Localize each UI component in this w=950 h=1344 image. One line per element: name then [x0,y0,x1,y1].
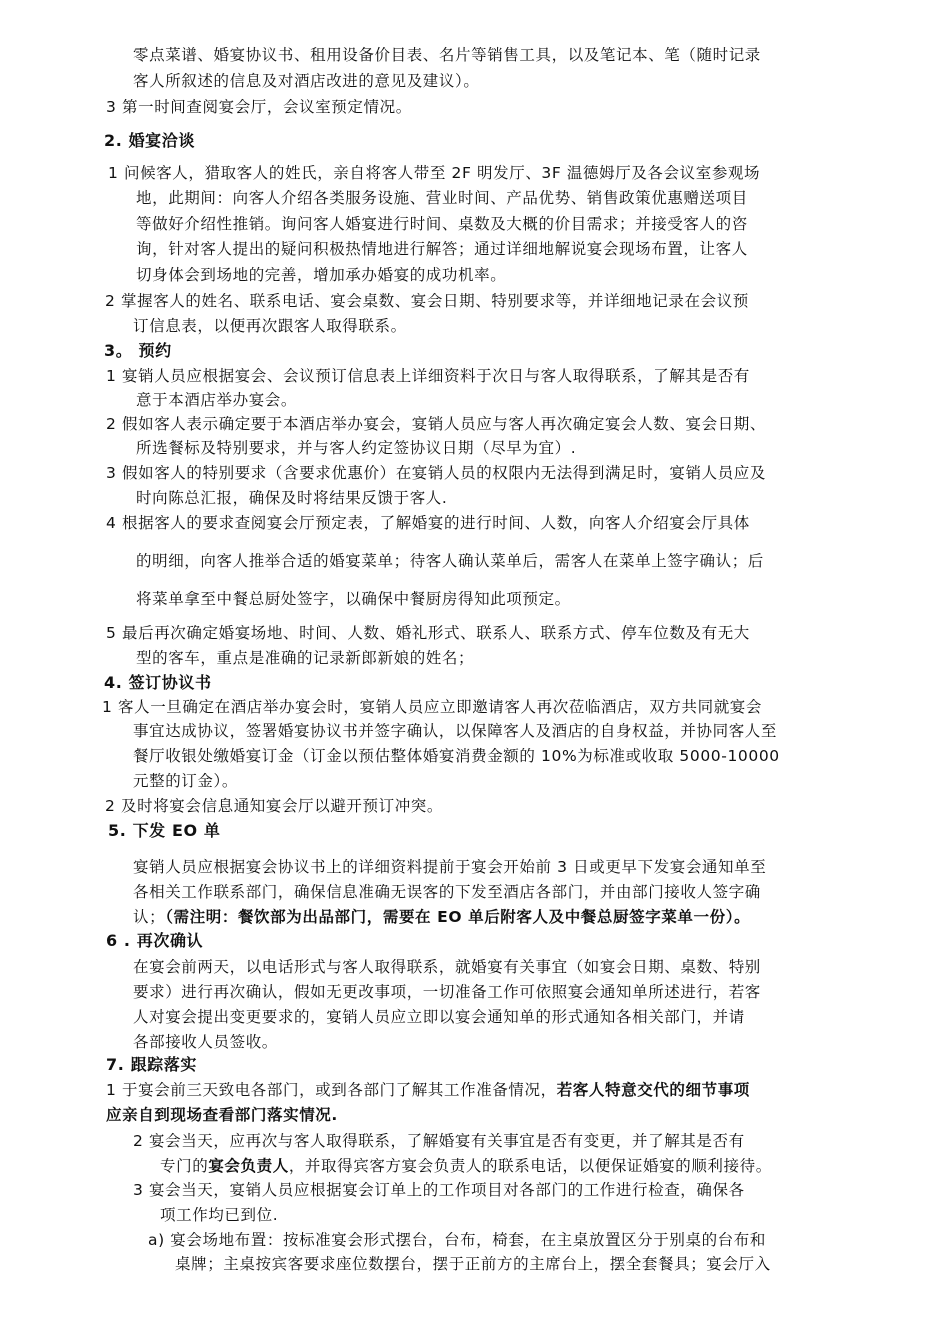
section-heading: 6 . 再次确认 [106,931,204,950]
text-line: 3 第一时间查阅宴会厅，会议室预定情况。 [106,98,412,116]
section-heading: 4. 签订协议书 [104,673,212,692]
text-line: 等做好介绍性推销。询问客人婚宴进行时间、桌数及大概的价目需求；并接受客人的咨 [136,215,748,233]
text-line: 型的客车，重点是准确的记录新郎新娘的姓名； [136,649,475,667]
text-line: 人对宴会提出变更要求的，宴销人员应立即以宴会通知单的形式通知各相关部门，并请 [133,1008,745,1026]
text-line [106,1079,750,1101]
bold-line: 应亲自到现场查看部门落实情况. [106,1106,338,1124]
text-run: 1 于宴会前三天致电各部门，或到各部门了解其工作准备情况， [106,1081,557,1099]
text-run: 认； [133,908,166,926]
section-heading: 3。 预约 [104,341,172,360]
text-run: 专门的 [160,1157,209,1175]
text-line: 各部接收人员签收。 [133,1033,278,1051]
text-line: 3 宴会当天，宴销人员应根据宴会订单上的工作项目对各部门的工作进行检查，确保各 [133,1181,745,1199]
bold-run: 宴会负责人 [208,1157,289,1175]
text-line: 各相关工作联系部门，确保信息准确无误客的下发至酒店各部门，并由部门接收人签字确 [133,883,761,901]
text-line: 2 假如客人表示确定要于本酒店举办宴会，宴销人员应与客人再次确定宴会人数、宴会日期、 [106,415,766,433]
text-line: 3 假如客人的特别要求（含要求优惠价）在宴销人员的权限内无法得到满足时，宴销人员应及 [106,464,766,482]
text-line: 切身体会到场地的完善，增加承办婚宴的成功机率。 [136,266,507,284]
text-line: 将菜单拿至中餐总厨处签字，以确保中餐厨房得知此项预定。 [136,590,571,608]
text-line: 事宜达成协议，签署婚宴协议书并签字确认，以保障客人及酒店的自身权益，并协同客人至 [133,722,778,740]
text-line: 4 根据客人的要求查阅宴会厅预定表，了解婚宴的进行时间、人数，向客人介绍宴会厅具体 [106,514,750,532]
text-line: 地，此期间：向客人介绍各类服务设施、营业时间、产品优势、销售政策优惠赠送项目 [136,189,748,207]
text-line [133,906,750,928]
text-line: 2 掌握客人的姓名、联系电话、宴会桌数、宴会日期、特别要求等，并详细地记录在会议预 [105,292,749,310]
text-run: ，并取得宾客方宴会负责人的联系电话，以便保证婚宴的顺利接待。 [288,1157,772,1175]
text-line: 要求）进行再次确认，假如无更改事项，一切准备工作可依照宴会通知单所述进行，若客 [133,983,761,1001]
text-line: 1 问候客人，猎取客人的姓氏，亲自将客人带至 2F 明发厅、3F 温德姆厅及各会议室参观场 [108,164,761,182]
text-line: 1 宴销人员应根据宴会、会议预订信息表上详细资料于次日与客人取得联系，了解其是否有 [106,367,750,385]
text-line: 2 宴会当天，应再次与客人取得联系，了解婚宴有关事宜是否有变更，并了解其是否有 [133,1132,745,1150]
section-heading: 7. 跟踪落实 [106,1055,197,1074]
text-line: 订信息表，以便再次跟客人取得联系。 [133,317,407,335]
bold-note: （需注明：餐饮部为出品部门，需要在 EO 单后附客人及中餐总厨签字菜单一份）。 [165,908,751,926]
text-line: 零点菜谱、婚宴协议书、租用设备价目表、名片等销售工具，以及笔记本、笔（随时记录 [133,46,761,64]
bold-run: 若客人特意交代的细节事项 [556,1081,750,1099]
text-line: 时向陈总汇报，确保及时将结果反馈于客人. [136,489,448,507]
text-line: 项工作均已到位. [160,1206,279,1224]
text-line: 的明细，向客人推举合适的婚宴菜单；待客人确认菜单后，需客人在菜单上签字确认；后 [136,552,764,570]
text-line [160,1155,772,1177]
text-line: 客人所叙述的信息及对酒店改进的意见及建议）。 [133,72,480,90]
text-line: a) 宴会场地布置：按标准宴会形式摆台，台布，椅套，在主桌放置区分于别桌的台布和 [148,1231,766,1249]
text-line: 1 客人一旦确定在酒店举办宴会时，宴销人员应立即邀请客人再次莅临酒店，双方共同就宴会 [102,698,762,716]
section-heading: 2. 婚宴洽谈 [104,131,195,150]
text-line: 元整的订金）。 [133,772,238,790]
text-line: 桌牌；主桌按宾客要求座位数摆台，摆于正前方的主席台上，摆全套餐具；宴会厅入 [175,1255,771,1273]
text-line: 在宴会前两天，以电话形式与客人取得联系，就婚宴有关事宜（如宴会日期、桌数、特别 [133,958,761,976]
text-line: 所选餐标及特别要求，并与客人约定签协议日期（尽早为宜）. [136,439,577,457]
text-line: 意于本酒店举办宴会。 [136,391,298,409]
section-heading: 5. 下发 EO 单 [108,821,221,840]
text-line: 询，针对客人提出的疑问积极热情地进行解答；通过详细地解说宴会现场布置，让客人 [136,240,748,258]
text-line: 宴销人员应根据宴会协议书上的详细资料提前于宴会开始前 3 日或更早下发宴会通知单至 [133,858,767,876]
text-line: 餐厅收银处缴婚宴订金（订金以预估整体婚宴消费金额的 10%为标准或收取 5000-10000 [133,747,780,765]
text-line: 5 最后再次确定婚宴场地、时间、人数、婚礼形式、联系人、联系方式、停车位数及有无大 [106,624,750,642]
text-line: 2 及时将宴会信息通知宴会厅以避开预订冲突。 [105,797,443,815]
